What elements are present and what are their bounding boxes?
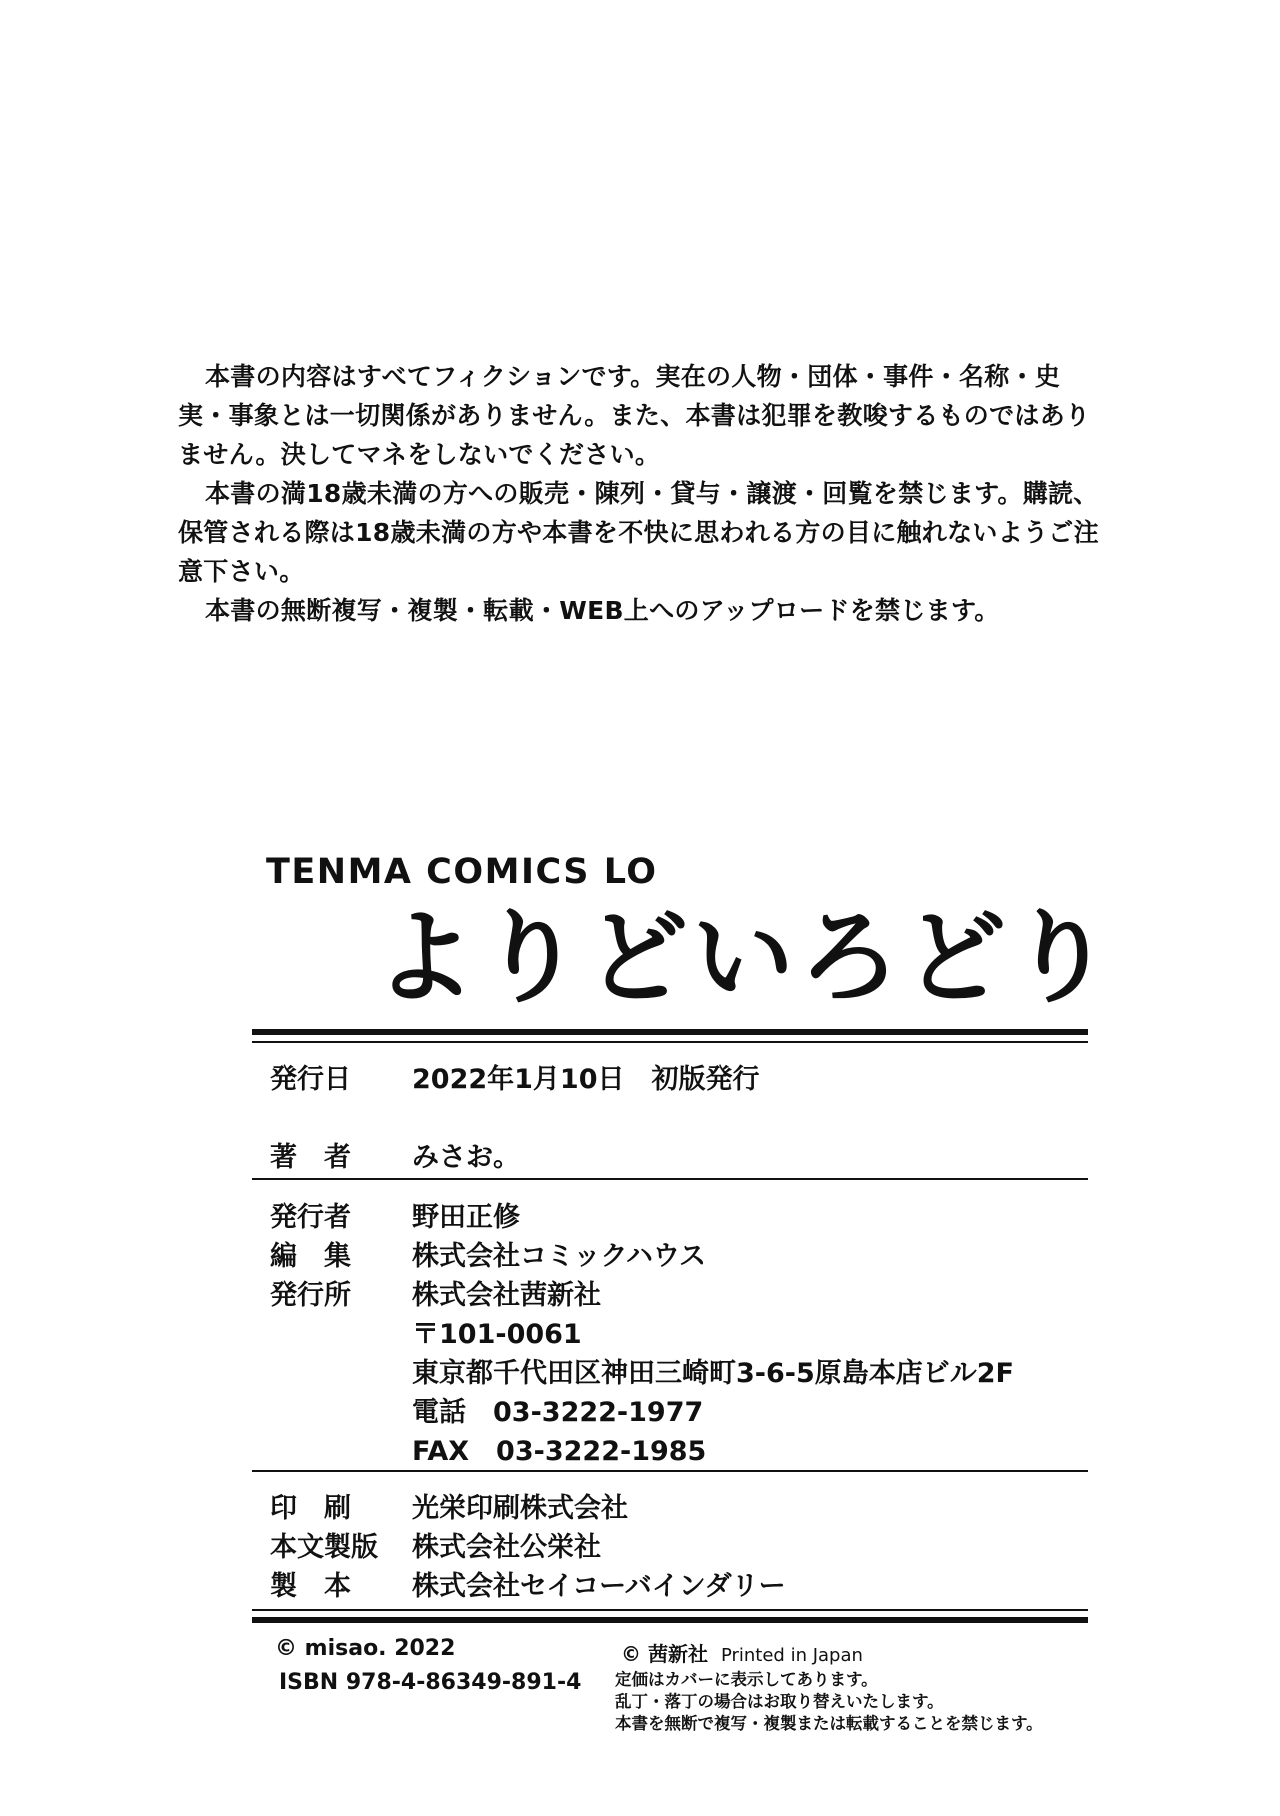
publisher-label: 発行所: [270, 1280, 351, 1311]
publisher-person-row: [270, 1195, 412, 1234]
isbn: ISBN 978-4-86349-891-4: [279, 1670, 582, 1695]
author-value: みさお。: [412, 1142, 520, 1173]
printing-value: 光栄印刷株式会社: [412, 1493, 628, 1524]
issue-date-label: 発行日: [270, 1064, 351, 1095]
notice-paragraph: 本書の無断複写・複製・転載・WEB上へのアップロードを禁じます。: [205, 596, 1000, 625]
publisher-person-label: 発行者: [270, 1202, 351, 1233]
author-row: [270, 1135, 412, 1174]
publisher-person-value: 野田正修: [412, 1202, 520, 1233]
series-name: TENMA COMICS LO: [266, 852, 658, 892]
printing-label: 印 刷: [270, 1493, 351, 1524]
issue-date-row: [270, 1057, 412, 1096]
binding-value: 株式会社セイコーバインダリー: [412, 1571, 786, 1602]
notice-paragraph: 本書の満18歳未満の方への販売・陳列・貸与・譲渡・回覧を禁じます。購読、保管される際は18歳未満の方や本書を不快に思われる方の目に触れないようご注意下さい。: [178, 479, 1099, 586]
publisher-name: 株式会社茜新社: [412, 1280, 601, 1311]
footer-note: 定価はカバーに表示してあります。: [615, 1670, 878, 1689]
editor-row: [270, 1234, 412, 1273]
publisher-address: 東京都千代田区神田三崎町3-6-5原島本店ビル2F: [412, 1358, 1015, 1389]
book-title: よりどいろどり: [374, 898, 1116, 1018]
publisher-row: [270, 1273, 412, 1312]
author-copyright: © misao. 2022: [275, 1636, 456, 1661]
publisher-copyright: [621, 1638, 863, 1667]
typesetting-label: 本文製版: [270, 1532, 378, 1563]
footer-note: 乱丁・落丁の場合はお取り替えいたします。: [615, 1692, 944, 1711]
editor-value: 株式会社コミックハウス: [412, 1241, 707, 1272]
publisher-tel: 電話 03-3222-1977: [412, 1397, 704, 1428]
divider: [252, 1041, 1088, 1043]
publisher-copyright-text: © 茜新社: [621, 1642, 708, 1666]
binding-row: [270, 1564, 412, 1603]
author-label: 著 者: [270, 1142, 351, 1173]
divider: [252, 1609, 1088, 1611]
typesetting-value: 株式会社公栄社: [412, 1532, 601, 1563]
notice-text: [178, 357, 1108, 630]
issue-date-value: 2022年1月10日 初版発行: [412, 1064, 760, 1095]
notice-paragraph: 本書の内容はすべてフィクションです。実在の人物・団体・事件・名称・史実・事象とは一切関係がありません。また、本書は犯罪を教唆するものではありません。決してマネをしないでください。: [178, 362, 1091, 469]
publisher-postal: 〒101-0061: [412, 1319, 582, 1350]
printed-in: Printed in Japan: [720, 1645, 863, 1666]
divider: [252, 1178, 1088, 1180]
publisher-fax: FAX 03-3222-1985: [412, 1436, 707, 1467]
binding-label: 製 本: [270, 1571, 351, 1602]
footer-note: 本書を無断で複写・複製または転載することを禁じます。: [615, 1714, 1043, 1733]
divider: [252, 1617, 1088, 1623]
editor-label: 編 集: [270, 1241, 351, 1272]
divider: [252, 1470, 1088, 1472]
divider: [252, 1029, 1088, 1035]
typesetting-row: [270, 1525, 412, 1564]
printing-row: [270, 1486, 412, 1525]
